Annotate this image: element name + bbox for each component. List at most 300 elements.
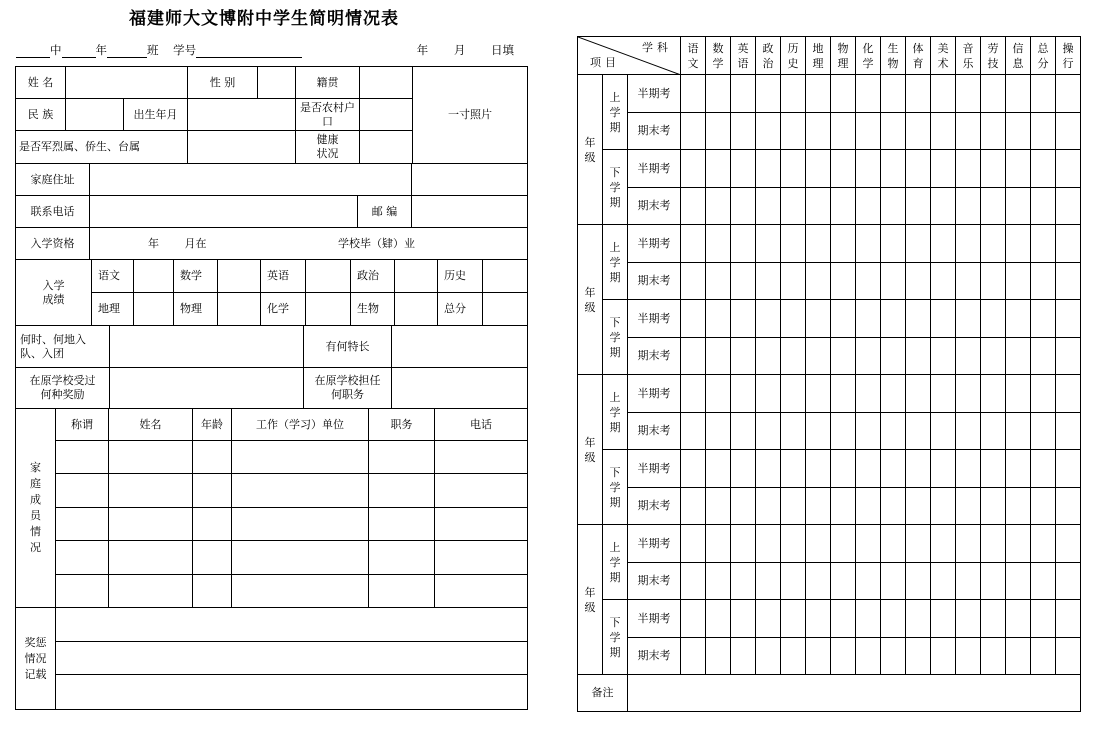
score-cell[interactable] (906, 375, 931, 413)
family-cell[interactable] (193, 474, 232, 508)
score-cell[interactable] (981, 450, 1006, 488)
score-cell[interactable] (956, 225, 981, 263)
score-cell[interactable] (1006, 413, 1031, 450)
score-cell[interactable] (806, 188, 831, 225)
family-cell[interactable] (109, 575, 193, 608)
score-cell[interactable] (1056, 338, 1081, 375)
score-cell[interactable] (931, 525, 956, 563)
score-cell[interactable] (981, 413, 1006, 450)
score-cell[interactable] (956, 413, 981, 450)
score-cell[interactable] (856, 188, 881, 225)
score-cell[interactable] (981, 600, 1006, 638)
score-field[interactable] (483, 260, 528, 293)
blank-field[interactable] (107, 45, 147, 58)
score-cell[interactable] (931, 638, 956, 675)
score-cell[interactable] (956, 563, 981, 600)
score-cell[interactable] (1031, 488, 1056, 525)
score-cell[interactable] (681, 450, 706, 488)
score-cell[interactable] (756, 225, 781, 263)
score-cell[interactable] (906, 150, 931, 188)
score-cell[interactable] (1006, 525, 1031, 563)
score-cell[interactable] (1056, 150, 1081, 188)
score-cell[interactable] (681, 263, 706, 300)
score-cell[interactable] (956, 338, 981, 375)
remarks-field[interactable] (628, 675, 1081, 712)
score-cell[interactable] (1031, 150, 1056, 188)
score-cell[interactable] (756, 638, 781, 675)
score-cell[interactable] (1056, 225, 1081, 263)
score-cell[interactable] (881, 113, 906, 150)
photo-box[interactable]: 一寸照片 (413, 67, 528, 164)
score-cell[interactable] (956, 300, 981, 338)
score-cell[interactable] (781, 188, 806, 225)
score-cell[interactable] (881, 225, 906, 263)
score-cell[interactable] (731, 75, 756, 113)
score-cell[interactable] (731, 188, 756, 225)
score-cell[interactable] (856, 263, 881, 300)
score-cell[interactable] (706, 413, 731, 450)
score-cell[interactable] (706, 563, 731, 600)
score-cell[interactable] (906, 525, 931, 563)
score-cell[interactable] (781, 150, 806, 188)
phone-field[interactable] (90, 196, 358, 228)
score-cell[interactable] (781, 413, 806, 450)
score-cell[interactable] (956, 600, 981, 638)
score-cell[interactable] (806, 525, 831, 563)
family-cell[interactable] (109, 541, 193, 575)
score-cell[interactable] (831, 75, 856, 113)
score-cell[interactable] (806, 150, 831, 188)
score-cell[interactable] (956, 75, 981, 113)
score-cell[interactable] (756, 525, 781, 563)
score-cell[interactable] (831, 263, 856, 300)
score-cell[interactable] (831, 188, 856, 225)
score-cell[interactable] (806, 488, 831, 525)
student-id-field[interactable] (196, 45, 302, 58)
score-cell[interactable] (731, 300, 756, 338)
score-cell[interactable] (981, 225, 1006, 263)
score-cell[interactable] (981, 75, 1006, 113)
score-cell[interactable] (681, 75, 706, 113)
score-cell[interactable] (706, 150, 731, 188)
score-cell[interactable] (856, 413, 881, 450)
score-field[interactable] (306, 260, 351, 293)
score-cell[interactable] (731, 150, 756, 188)
score-cell[interactable] (931, 300, 956, 338)
score-cell[interactable] (956, 638, 981, 675)
score-field[interactable] (218, 293, 261, 326)
score-cell[interactable] (1056, 75, 1081, 113)
score-cell[interactable] (881, 638, 906, 675)
score-cell[interactable] (681, 113, 706, 150)
score-cell[interactable] (806, 300, 831, 338)
score-cell[interactable] (1056, 263, 1081, 300)
score-cell[interactable] (881, 488, 906, 525)
score-cell[interactable] (856, 638, 881, 675)
family-cell[interactable] (193, 441, 232, 474)
score-cell[interactable] (931, 188, 956, 225)
score-cell[interactable] (781, 263, 806, 300)
score-cell[interactable] (756, 150, 781, 188)
score-cell[interactable] (881, 525, 906, 563)
score-cell[interactable] (731, 375, 756, 413)
score-cell[interactable] (881, 413, 906, 450)
score-cell[interactable] (781, 300, 806, 338)
gender-field[interactable] (258, 67, 296, 99)
duty-field[interactable] (392, 368, 528, 409)
family-cell[interactable] (435, 541, 528, 575)
score-cell[interactable] (806, 638, 831, 675)
score-cell[interactable] (1031, 450, 1056, 488)
score-cell[interactable] (806, 563, 831, 600)
score-cell[interactable] (906, 450, 931, 488)
score-cell[interactable] (731, 638, 756, 675)
score-cell[interactable] (1031, 638, 1056, 675)
score-cell[interactable] (981, 150, 1006, 188)
score-cell[interactable] (831, 413, 856, 450)
family-cell[interactable] (369, 441, 435, 474)
score-cell[interactable] (1006, 563, 1031, 600)
score-cell[interactable] (756, 188, 781, 225)
score-cell[interactable] (706, 450, 731, 488)
score-cell[interactable] (681, 338, 706, 375)
score-field[interactable] (395, 260, 438, 293)
family-cell[interactable] (193, 508, 232, 541)
score-cell[interactable] (1056, 188, 1081, 225)
score-cell[interactable] (781, 525, 806, 563)
score-cell[interactable] (831, 563, 856, 600)
score-cell[interactable] (681, 150, 706, 188)
score-cell[interactable] (756, 338, 781, 375)
score-cell[interactable] (931, 75, 956, 113)
score-cell[interactable] (681, 638, 706, 675)
family-cell[interactable] (56, 474, 109, 508)
score-cell[interactable] (931, 338, 956, 375)
score-cell[interactable] (681, 488, 706, 525)
score-cell[interactable] (1006, 225, 1031, 263)
score-cell[interactable] (781, 488, 806, 525)
family-cell[interactable] (232, 474, 369, 508)
score-cell[interactable] (881, 150, 906, 188)
score-cell[interactable] (681, 413, 706, 450)
score-cell[interactable] (756, 375, 781, 413)
score-cell[interactable] (956, 263, 981, 300)
score-cell[interactable] (906, 413, 931, 450)
score-cell[interactable] (831, 450, 856, 488)
score-cell[interactable] (931, 225, 956, 263)
score-field[interactable] (134, 293, 174, 326)
score-cell[interactable] (856, 563, 881, 600)
family-cell[interactable] (369, 575, 435, 608)
score-cell[interactable] (706, 338, 731, 375)
score-cell[interactable] (756, 600, 781, 638)
score-cell[interactable] (856, 600, 881, 638)
score-cell[interactable] (956, 488, 981, 525)
score-cell[interactable] (706, 600, 731, 638)
score-cell[interactable] (706, 113, 731, 150)
score-cell[interactable] (1056, 563, 1081, 600)
score-cell[interactable] (1006, 488, 1031, 525)
score-cell[interactable] (1006, 150, 1031, 188)
name-field[interactable] (66, 67, 188, 99)
score-cell[interactable] (781, 375, 806, 413)
family-cell[interactable] (435, 508, 528, 541)
join-field[interactable] (110, 326, 304, 368)
score-cell[interactable] (956, 113, 981, 150)
score-cell[interactable] (831, 225, 856, 263)
score-cell[interactable] (1006, 450, 1031, 488)
score-cell[interactable] (981, 300, 1006, 338)
score-cell[interactable] (906, 263, 931, 300)
score-cell[interactable] (856, 450, 881, 488)
score-cell[interactable] (1006, 638, 1031, 675)
score-cell[interactable] (981, 375, 1006, 413)
score-cell[interactable] (881, 600, 906, 638)
score-cell[interactable] (856, 488, 881, 525)
score-cell[interactable] (881, 375, 906, 413)
score-cell[interactable] (1006, 113, 1031, 150)
score-cell[interactable] (781, 225, 806, 263)
score-cell[interactable] (1031, 300, 1056, 338)
score-cell[interactable] (756, 263, 781, 300)
score-cell[interactable] (756, 450, 781, 488)
score-cell[interactable] (831, 375, 856, 413)
score-cell[interactable] (706, 188, 731, 225)
score-cell[interactable] (756, 563, 781, 600)
score-cell[interactable] (1006, 75, 1031, 113)
score-cell[interactable] (956, 525, 981, 563)
score-cell[interactable] (681, 225, 706, 263)
score-cell[interactable] (856, 225, 881, 263)
score-cell[interactable] (681, 600, 706, 638)
score-cell[interactable] (906, 300, 931, 338)
birth-field[interactable] (188, 99, 296, 131)
score-cell[interactable] (706, 525, 731, 563)
score-cell[interactable] (1031, 75, 1056, 113)
score-cell[interactable] (1006, 375, 1031, 413)
score-cell[interactable] (981, 188, 1006, 225)
score-field[interactable] (395, 293, 438, 326)
score-cell[interactable] (1031, 225, 1056, 263)
score-cell[interactable] (756, 113, 781, 150)
family-cell[interactable] (369, 541, 435, 575)
score-cell[interactable] (806, 225, 831, 263)
score-cell[interactable] (881, 188, 906, 225)
score-cell[interactable] (731, 525, 756, 563)
score-cell[interactable] (856, 375, 881, 413)
score-cell[interactable] (906, 488, 931, 525)
score-cell[interactable] (681, 525, 706, 563)
score-cell[interactable] (881, 338, 906, 375)
score-cell[interactable] (781, 450, 806, 488)
score-cell[interactable] (981, 113, 1006, 150)
family-cell[interactable] (435, 575, 528, 608)
score-cell[interactable] (1056, 488, 1081, 525)
blank-field[interactable] (16, 45, 50, 58)
score-cell[interactable] (1006, 188, 1031, 225)
score-cell[interactable] (806, 75, 831, 113)
awards-field[interactable] (110, 368, 304, 409)
score-cell[interactable] (731, 113, 756, 150)
score-cell[interactable] (706, 638, 731, 675)
score-cell[interactable] (1056, 300, 1081, 338)
score-cell[interactable] (906, 113, 931, 150)
score-cell[interactable] (981, 563, 1006, 600)
score-cell[interactable] (1031, 563, 1056, 600)
martyr-field[interactable] (188, 131, 296, 164)
score-cell[interactable] (731, 450, 756, 488)
score-cell[interactable] (831, 338, 856, 375)
health-field[interactable] (360, 131, 413, 164)
family-cell[interactable] (232, 441, 369, 474)
score-cell[interactable] (731, 600, 756, 638)
score-cell[interactable] (981, 638, 1006, 675)
score-cell[interactable] (706, 263, 731, 300)
score-cell[interactable] (681, 375, 706, 413)
score-cell[interactable] (1031, 600, 1056, 638)
score-cell[interactable] (906, 75, 931, 113)
family-cell[interactable] (369, 508, 435, 541)
score-cell[interactable] (706, 300, 731, 338)
score-cell[interactable] (1031, 413, 1056, 450)
score-cell[interactable] (756, 75, 781, 113)
score-cell[interactable] (881, 263, 906, 300)
score-cell[interactable] (956, 150, 981, 188)
score-cell[interactable] (931, 113, 956, 150)
score-cell[interactable] (981, 338, 1006, 375)
score-cell[interactable] (956, 375, 981, 413)
score-cell[interactable] (906, 563, 931, 600)
address-field[interactable] (90, 164, 412, 196)
score-cell[interactable] (706, 488, 731, 525)
score-cell[interactable] (1006, 338, 1031, 375)
reward-line[interactable] (56, 608, 528, 642)
score-cell[interactable] (831, 638, 856, 675)
score-cell[interactable] (781, 600, 806, 638)
score-cell[interactable] (956, 188, 981, 225)
family-cell[interactable] (109, 508, 193, 541)
score-cell[interactable] (756, 488, 781, 525)
score-cell[interactable] (931, 563, 956, 600)
score-field[interactable] (483, 293, 528, 326)
score-cell[interactable] (781, 638, 806, 675)
score-cell[interactable] (1056, 413, 1081, 450)
score-cell[interactable] (1056, 600, 1081, 638)
score-cell[interactable] (856, 113, 881, 150)
score-cell[interactable] (806, 263, 831, 300)
family-cell[interactable] (232, 575, 369, 608)
score-cell[interactable] (731, 563, 756, 600)
score-cell[interactable] (931, 263, 956, 300)
score-cell[interactable] (781, 563, 806, 600)
score-cell[interactable] (1056, 113, 1081, 150)
score-cell[interactable] (856, 150, 881, 188)
admission-field[interactable] (90, 228, 528, 260)
score-cell[interactable] (981, 525, 1006, 563)
score-cell[interactable] (806, 450, 831, 488)
score-cell[interactable] (1056, 638, 1081, 675)
score-cell[interactable] (781, 113, 806, 150)
score-cell[interactable] (881, 300, 906, 338)
score-cell[interactable] (1056, 375, 1081, 413)
score-cell[interactable] (731, 338, 756, 375)
score-cell[interactable] (1056, 525, 1081, 563)
family-cell[interactable] (232, 508, 369, 541)
score-cell[interactable] (881, 563, 906, 600)
score-cell[interactable] (906, 338, 931, 375)
score-cell[interactable] (681, 563, 706, 600)
family-cell[interactable] (369, 474, 435, 508)
score-cell[interactable] (931, 600, 956, 638)
score-cell[interactable] (831, 113, 856, 150)
family-cell[interactable] (109, 474, 193, 508)
score-cell[interactable] (931, 413, 956, 450)
score-cell[interactable] (856, 338, 881, 375)
talent-field[interactable] (392, 326, 528, 368)
score-cell[interactable] (1031, 113, 1056, 150)
family-cell[interactable] (232, 541, 369, 575)
score-cell[interactable] (906, 225, 931, 263)
score-cell[interactable] (706, 75, 731, 113)
family-cell[interactable] (193, 575, 232, 608)
score-cell[interactable] (981, 263, 1006, 300)
score-cell[interactable] (781, 338, 806, 375)
score-cell[interactable] (806, 600, 831, 638)
family-cell[interactable] (56, 575, 109, 608)
score-cell[interactable] (906, 188, 931, 225)
family-cell[interactable] (109, 441, 193, 474)
score-field[interactable] (306, 293, 351, 326)
family-cell[interactable] (56, 541, 109, 575)
score-cell[interactable] (731, 488, 756, 525)
score-cell[interactable] (831, 300, 856, 338)
native-field[interactable] (360, 67, 413, 99)
score-cell[interactable] (856, 75, 881, 113)
score-cell[interactable] (831, 525, 856, 563)
score-cell[interactable] (906, 600, 931, 638)
ethnic-field[interactable] (66, 99, 124, 131)
score-cell[interactable] (706, 225, 731, 263)
score-cell[interactable] (931, 375, 956, 413)
score-cell[interactable] (956, 450, 981, 488)
score-cell[interactable] (706, 375, 731, 413)
rural-field[interactable] (360, 99, 413, 131)
score-cell[interactable] (1031, 375, 1056, 413)
score-cell[interactable] (806, 338, 831, 375)
family-cell[interactable] (435, 474, 528, 508)
family-cell[interactable] (193, 541, 232, 575)
score-cell[interactable] (1006, 300, 1031, 338)
score-cell[interactable] (931, 150, 956, 188)
reward-line[interactable] (56, 642, 528, 675)
postcode-field[interactable] (412, 196, 528, 228)
family-cell[interactable] (435, 441, 528, 474)
score-field[interactable] (134, 260, 174, 293)
family-cell[interactable] (56, 441, 109, 474)
score-cell[interactable] (1031, 263, 1056, 300)
score-cell[interactable] (931, 450, 956, 488)
score-cell[interactable] (981, 488, 1006, 525)
score-cell[interactable] (831, 150, 856, 188)
score-cell[interactable] (681, 188, 706, 225)
score-cell[interactable] (756, 413, 781, 450)
score-cell[interactable] (831, 488, 856, 525)
score-cell[interactable] (881, 450, 906, 488)
score-cell[interactable] (906, 638, 931, 675)
score-cell[interactable] (806, 413, 831, 450)
score-cell[interactable] (831, 600, 856, 638)
reward-line[interactable] (56, 675, 528, 710)
